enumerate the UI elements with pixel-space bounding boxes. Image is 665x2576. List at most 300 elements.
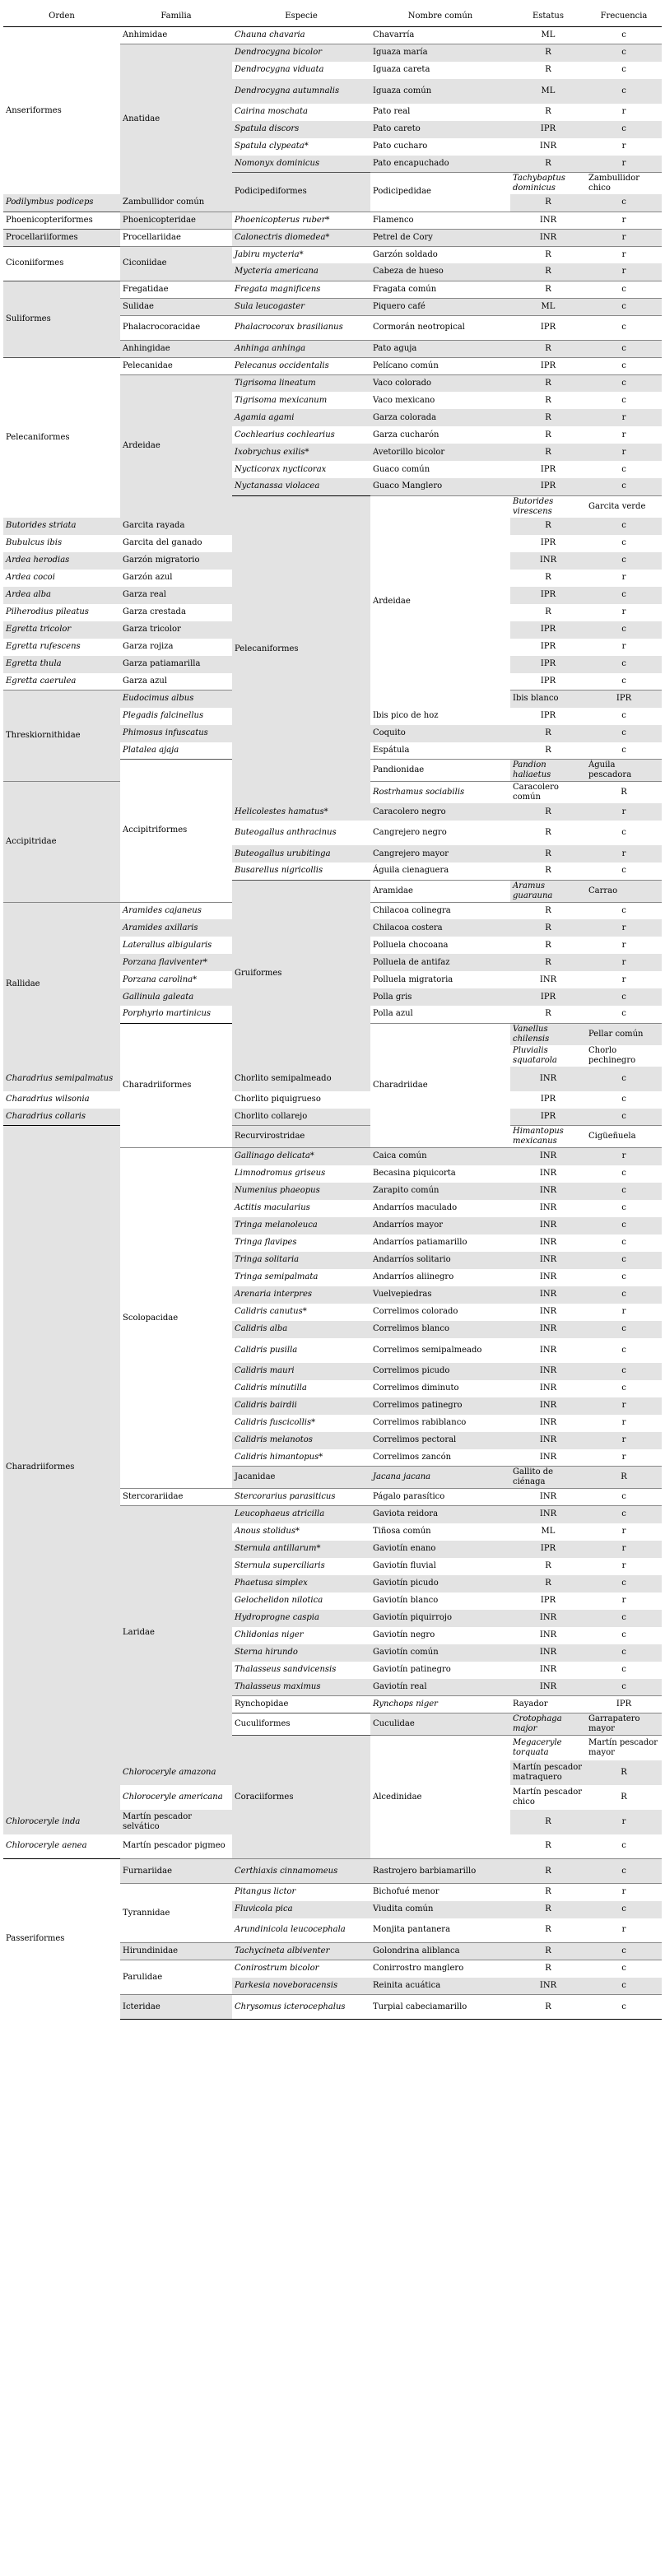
nombre-comun-cell: Chorlito semipalmeado — [232, 1067, 370, 1091]
nombre-comun-cell: Garza tricolor — [120, 621, 232, 639]
especie-cell: Rostrhamus sociabilis — [370, 782, 510, 804]
frecuencia-cell: c — [586, 621, 662, 639]
especie-cell: Vanellus chilensis — [510, 1023, 586, 1045]
nombre-comun-cell: Págalo parasítico — [370, 1489, 510, 1506]
frecuencia-cell: c — [586, 1978, 662, 1995]
nombre-comun-cell: Gaviotín real — [370, 1679, 510, 1696]
especie-cell: Calidris canutus* — [235, 1307, 307, 1316]
orden-cell: Phoenicopteriformes — [3, 212, 120, 229]
frecuencia-cell: r — [586, 954, 662, 971]
orden-cell: Accipitriformes — [120, 760, 232, 903]
orden-cell: Charadriiformes — [3, 1126, 120, 1810]
especie-cell: Chloroceryle americana — [123, 1792, 223, 1802]
nombre-comun-cell: Pato careto — [370, 121, 510, 138]
especie-cell: Egretta thula — [3, 656, 120, 673]
especie-cell: Bubulcus ibis — [6, 538, 63, 547]
orden-cell: Gruiformes — [232, 880, 370, 1067]
frecuencia-cell: r — [586, 1397, 662, 1415]
frecuencia-cell: r — [621, 1418, 626, 1427]
nombre-comun-cell: Chorlo pechinegro — [588, 1045, 636, 1065]
orden-cell: Anseriformes — [3, 27, 120, 195]
estatus-cell: R — [510, 954, 586, 971]
frecuencia-cell: c — [586, 1067, 662, 1091]
frecuencia-cell: r — [621, 940, 626, 950]
estatus-cell: R — [510, 518, 586, 535]
nombre-comun-cell: Pelícano común — [370, 357, 510, 374]
estatus-cell: INR — [510, 1679, 586, 1696]
orden-cell: Pelecaniformes — [232, 495, 370, 803]
especie-cell: Porzana carolina* — [123, 974, 198, 984]
especie-cell: Rynchops niger — [370, 1696, 510, 1713]
estatus-cell: R — [510, 919, 586, 937]
especie-cell: Crotophaga major — [510, 1713, 586, 1736]
nombre-comun-cell: Garcita rayada — [120, 518, 232, 535]
estatus-cell: INR — [510, 552, 586, 570]
familia-cell: Jacanidae — [232, 1467, 370, 1489]
estatus-cell: INR — [510, 1489, 586, 1506]
familia-cell: Furnariidae — [120, 1859, 232, 1884]
familia-cell: Phoenicopteridae — [120, 212, 232, 229]
orden-cell: Passeriformes — [3, 1859, 120, 2020]
nombre-comun-cell: Correlimos rabiblanco — [373, 1418, 467, 1427]
frecuencia-cell: r — [621, 107, 626, 116]
nombre-comun-cell: Gallito de ciénaga — [510, 1467, 586, 1489]
nombre-comun-cell: Iguaza careta — [373, 65, 430, 74]
frecuencia-cell: c — [621, 395, 626, 405]
especie-cell: Phalacrocorax brasilianus — [232, 315, 370, 340]
especie-cell: Calidris fuscicollis* — [235, 1418, 316, 1427]
especie-cell: Arenaria interpres — [232, 1286, 370, 1304]
frecuencia-cell: c — [586, 1995, 662, 2020]
especie-cell: Egretta rufescens — [6, 642, 81, 651]
especie-cell: Dendrocygna autumnalis — [232, 79, 370, 104]
estatus-cell: R — [545, 828, 551, 837]
estatus-cell: IPR — [540, 1095, 556, 1104]
especie-cell: Helicolestes hamatus* — [232, 803, 370, 821]
especie-cell: Butorides striata — [3, 518, 120, 535]
estatus-cell: INR — [510, 229, 586, 246]
especie-cell: Porphyrio martinicus — [123, 1009, 212, 1019]
estatus-cell: R — [510, 1884, 586, 1901]
especie-cell: Calonectris diomedea* — [232, 229, 370, 246]
nombre-comun-cell: Garcita del ganado — [123, 538, 202, 547]
estatus-cell: IPR — [510, 1109, 586, 1126]
frecuencia-cell: c — [621, 676, 626, 686]
orden-cell: Procellariiformes — [3, 229, 120, 246]
nombre-comun-cell: Garzón azul — [123, 573, 173, 582]
nombre-comun-cell: Conirrostro manglero — [370, 1960, 510, 1978]
familia-cell: Accipitridae — [3, 782, 120, 903]
estatus-cell: R — [510, 1960, 586, 1978]
orden-cell: Pelecaniformes — [3, 357, 120, 518]
frecuencia-cell: c — [621, 1169, 626, 1178]
estatus-cell: R — [510, 1995, 586, 2020]
nombre-comun-cell: Correlimos pectoral — [370, 1432, 510, 1449]
nombre-comun-cell: Martín pescador pigmeo — [123, 1841, 226, 1851]
header-estatus: Estatus — [510, 7, 586, 27]
frecuencia-cell: r — [586, 444, 662, 461]
frecuencia-cell: c — [621, 538, 626, 547]
frecuencia-cell: r — [586, 409, 662, 426]
especie-cell: Tigrisoma lineatum — [232, 374, 370, 392]
especie-cell: Chlidonias niger — [235, 1630, 304, 1639]
frecuencia-cell: r — [621, 607, 626, 616]
familia-cell: Stercorariidae — [120, 1489, 232, 1506]
estatus-cell: INR — [539, 1383, 557, 1393]
estatus-cell: R — [510, 1901, 586, 1918]
nombre-comun-cell: Martín pescador selvático — [120, 1810, 232, 1834]
especie-cell: Calidris himantopus* — [235, 1452, 323, 1462]
estatus-cell: IPR — [540, 538, 556, 547]
nombre-comun-cell: Águila cienaguera — [373, 866, 449, 876]
estatus-cell: IPR — [510, 656, 586, 673]
especie-cell: Ardea cocoi — [6, 573, 55, 582]
estatus-cell: R — [510, 409, 586, 426]
frecuencia-cell: r — [621, 1452, 626, 1462]
estatus-cell: R — [545, 1925, 551, 1935]
estatus-cell: ML — [510, 79, 586, 104]
frecuencia-cell: c — [621, 1272, 626, 1281]
especie-cell: Calidris minutilla — [235, 1383, 307, 1393]
frecuencia-cell: r — [586, 212, 662, 229]
nombre-comun-cell: Garza cucharón — [373, 430, 439, 439]
table-body — [3, 27, 662, 2020]
especie-cell: Nycticorax nycticorax — [235, 464, 327, 474]
familia-cell: Anatidae — [120, 44, 232, 195]
table-row — [3, 246, 662, 263]
familia-cell: Fregatidae — [120, 281, 232, 298]
nombre-comun-cell: Garza real — [120, 587, 232, 604]
nombre-comun-cell: Polluela chocoana — [373, 940, 449, 950]
nombre-comun-cell: Vuelvepiedras — [370, 1286, 510, 1304]
frecuencia-cell: c — [586, 988, 662, 1006]
frecuencia-cell: c — [586, 315, 662, 340]
nombre-comun-cell: Chavarría — [370, 27, 510, 44]
nombre-comun-cell: Pato aguja — [370, 340, 510, 357]
especie-cell: Mycteria americana — [232, 263, 370, 281]
familia-cell: Cuculidae — [370, 1713, 510, 1736]
estatus-cell: INR — [510, 212, 586, 229]
estatus-cell: INR — [539, 1345, 557, 1355]
especie-cell: Calidris melanotos — [232, 1432, 370, 1449]
nombre-comun-cell: Águila pescadora — [586, 760, 662, 782]
header-nombre-comun: Nombre común — [370, 7, 510, 27]
estatus-cell: IPR — [586, 690, 662, 708]
nombre-comun-cell: Piquero café — [370, 298, 510, 315]
familia-cell: Laridae — [120, 1506, 232, 1760]
table-row — [3, 281, 662, 298]
familia-cell: Anhimidae — [120, 27, 232, 44]
frecuencia-cell: c — [586, 1321, 662, 1338]
especie-cell: Chloroceryle amazona — [120, 1760, 232, 1785]
species-table — [3, 7, 662, 2020]
table-row — [3, 212, 662, 229]
table-row — [3, 1091, 662, 1109]
nombre-comun-cell: Pato encapuchado — [370, 156, 510, 173]
estatus-cell: R — [545, 1841, 551, 1851]
frecuencia-cell: c — [621, 1841, 626, 1851]
frecuencia-cell: r — [621, 573, 626, 582]
frecuencia-cell: c — [621, 1095, 626, 1104]
familia-cell: Procellariidae — [120, 229, 232, 246]
estatus-cell: INR — [510, 1363, 586, 1380]
nombre-comun-cell: Correlimos picudo — [370, 1363, 510, 1380]
frecuencia-cell: r — [621, 1596, 626, 1605]
especie-cell: Egretta tricolor — [3, 621, 120, 639]
familia-cell: Podicipedidae — [370, 173, 510, 212]
nombre-comun-cell: Garcita verde — [586, 495, 662, 518]
estatus-cell: R — [510, 902, 586, 919]
estatus-cell: R — [510, 725, 586, 742]
frecuencia-cell: r — [586, 246, 662, 263]
frecuencia-cell: c — [586, 1943, 662, 1960]
nombre-comun-cell: Correlimos diminuto — [373, 1383, 459, 1393]
frecuencia-cell: c — [586, 374, 662, 392]
nombre-comun-cell: Chilacoa colinegra — [370, 902, 510, 919]
especie-cell: Parkesia noveboracensis — [232, 1978, 370, 1995]
frecuencia-cell: r — [586, 1810, 662, 1834]
especie-cell: Fregata magnificens — [232, 281, 370, 298]
nombre-comun-cell: Garza colorada — [370, 409, 510, 426]
especie-cell: Gallinula galeata — [120, 988, 232, 1006]
especie-cell: Chloroceryle aenea — [6, 1841, 87, 1851]
nombre-comun-cell: Zambullidor chico — [586, 173, 662, 195]
nombre-comun-cell: Chorlito collarejo — [232, 1109, 370, 1126]
estatus-cell: INR — [510, 1397, 586, 1415]
estatus-cell: IPR — [540, 464, 556, 474]
familia-cell: Parulidae — [120, 1960, 232, 1995]
nombre-comun-cell: Zambullidor común — [120, 194, 232, 212]
nombre-comun-cell: Cormorán neotropical — [370, 315, 510, 340]
especie-cell: Nomonyx dominicus — [232, 156, 370, 173]
estatus-cell: R — [510, 246, 586, 263]
frecuencia-cell: c — [586, 1183, 662, 1200]
estatus-cell: R — [545, 395, 551, 405]
frecuencia-cell: r — [621, 1925, 626, 1935]
header-familia: Familia — [120, 7, 232, 27]
estatus-cell: IPR — [510, 988, 586, 1006]
estatus-cell: INR — [539, 142, 557, 151]
estatus-cell: INR — [539, 1665, 557, 1674]
especie-cell: Leucophaeus atricilla — [232, 1506, 370, 1523]
nombre-comun-cell: Pato cucharo — [373, 142, 428, 151]
nombre-comun-cell: Caica común — [370, 1148, 510, 1165]
especie-cell: Himantopus mexicanus — [510, 1126, 586, 1148]
nombre-comun-cell: Golondrina aliblanca — [370, 1943, 510, 1960]
nombre-comun-cell: Gaviota reidora — [370, 1506, 510, 1523]
especie-cell: Buteogallus anthracinus — [235, 828, 337, 837]
estatus-cell: INR — [510, 1183, 586, 1200]
nombre-comun-cell: Martín pescador matraquero — [510, 1760, 586, 1785]
especie-cell: Chauna chavaria — [232, 27, 370, 44]
familia-cell: Rallidae — [3, 902, 120, 1067]
estatus-cell: R — [510, 340, 586, 357]
frecuencia-cell: c — [586, 725, 662, 742]
estatus-cell: IPR — [540, 676, 556, 686]
especie-cell: Agamia agami — [232, 409, 370, 426]
frecuencia-cell: c — [621, 1630, 626, 1639]
frecuencia-cell: r — [621, 1527, 626, 1536]
nombre-comun-cell: Correlimos blanco — [370, 1321, 510, 1338]
especie-cell: Pilherodius pileatus — [6, 607, 89, 616]
especie-cell: Limnodromus griseus — [235, 1169, 326, 1178]
familia-cell: Phalacrocoracidae — [120, 315, 232, 340]
familia-cell: Icteridae — [120, 1995, 232, 2020]
estatus-cell: R — [545, 573, 551, 582]
table-header-row — [3, 7, 662, 27]
frecuencia-cell: c — [621, 1383, 626, 1393]
nombre-comun-cell: Iguaza maría — [370, 44, 510, 62]
estatus-cell: R — [510, 1810, 586, 1834]
especie-cell: Aramides cajaneus — [120, 902, 232, 919]
especie-cell: Ardea herodias — [3, 552, 120, 570]
especie-cell: Anous stolidus* — [235, 1527, 300, 1536]
estatus-cell: INR — [539, 1272, 557, 1281]
especie-cell: Tigrisoma mexicanum — [235, 395, 328, 405]
especie-cell: Phaetusa simplex — [232, 1575, 370, 1593]
especie-cell: Dendrocygna viduata — [235, 65, 324, 74]
estatus-cell: IPR — [510, 1541, 586, 1558]
nombre-comun-cell: Gaviotín común — [370, 1644, 510, 1662]
estatus-cell: R — [510, 845, 586, 863]
frecuencia-cell: c — [586, 1363, 662, 1380]
especie-cell: Thalasseus maximus — [232, 1679, 370, 1696]
familia-cell: Ardeidae — [120, 374, 232, 518]
estatus-cell: R — [545, 1561, 551, 1570]
frecuencia-cell: c — [586, 194, 662, 212]
estatus-cell: INR — [510, 1644, 586, 1662]
table-row — [3, 229, 662, 246]
especie-cell: Charadrius wilsonia — [6, 1095, 90, 1104]
nombre-comun-cell: Garza rojiza — [123, 642, 174, 651]
nombre-comun-cell: Fragata común — [370, 281, 510, 298]
frecuencia-cell: c — [586, 281, 662, 298]
estatus-cell: ML — [510, 298, 586, 315]
estatus-cell: R — [510, 444, 586, 461]
especie-cell: Sternula antillarum* — [232, 1541, 370, 1558]
estatus-cell: INR — [510, 1148, 586, 1165]
frecuencia-cell: c — [586, 1286, 662, 1304]
estatus-cell: IPR — [540, 642, 556, 651]
frecuencia-cell: r — [586, 263, 662, 281]
especie-cell: Laterallus albigularis — [123, 940, 212, 950]
orden-cell: Charadriiformes — [120, 1023, 232, 1148]
frecuencia-cell: r — [621, 142, 626, 151]
nombre-comun-cell: Gaviotín blanco — [373, 1596, 439, 1605]
especie-cell: Jabiru mycteria* — [232, 246, 370, 263]
nombre-comun-cell: Guaco Manglero — [370, 478, 510, 495]
especie-cell: Spatula discors — [232, 121, 370, 138]
familia-cell: Ciconiidae — [120, 246, 232, 281]
estatus-cell: IPR — [540, 711, 556, 720]
frecuencia-cell: c — [621, 745, 626, 755]
estatus-cell: R — [510, 281, 586, 298]
especie-cell: Stercorarius parasiticus — [232, 1489, 370, 1506]
nombre-comun-cell: Garza azul — [123, 676, 168, 686]
frecuencia-cell: r — [621, 430, 626, 439]
estatus-cell: R — [510, 803, 586, 821]
nombre-comun-cell: Garrapatero mayor — [586, 1713, 662, 1736]
frecuencia-cell: c — [586, 1252, 662, 1269]
estatus-cell: INR — [539, 1452, 557, 1462]
estatus-cell: R — [510, 44, 586, 62]
nombre-comun-cell: Reinita acuática — [370, 1978, 510, 1995]
estatus-cell: IPR — [540, 1596, 556, 1605]
estatus-cell: INR — [510, 1321, 586, 1338]
especie-cell: Pelecanus occidentalis — [232, 357, 370, 374]
especie-cell: Tringa flavipes — [235, 1238, 297, 1247]
especie-cell: Pitangus lictor — [232, 1884, 370, 1901]
especie-cell: Phoenicopterus ruber* — [232, 212, 370, 229]
especie-cell: Ixobrychus exilis* — [232, 444, 370, 461]
frecuencia-cell: r — [621, 642, 626, 651]
frecuencia-cell: r — [586, 919, 662, 937]
nombre-comun-cell: Chorlito piquigrueso — [235, 1095, 321, 1104]
nombre-comun-cell: Andarríos patiamarillo — [373, 1238, 467, 1247]
orden-cell: Ciconiiformes — [3, 246, 120, 281]
frecuencia-cell: c — [586, 1644, 662, 1662]
nombre-comun-cell: Turpial cabeciamarillo — [370, 1995, 510, 2020]
nombre-comun-cell: Petrel de Cory — [370, 229, 510, 246]
frecuencia-cell: r — [586, 1432, 662, 1449]
especie-cell: Charadrius collaris — [3, 1109, 120, 1126]
estatus-cell: INR — [539, 974, 557, 984]
especie-cell: Sternula superciliaris — [235, 1561, 325, 1570]
estatus-cell: INR — [510, 1252, 586, 1269]
especie-cell: Hydroprogne caspia — [232, 1610, 370, 1627]
nombre-comun-cell: Monjita pantanera — [373, 1925, 451, 1935]
frecuencia-cell: c — [586, 902, 662, 919]
estatus-cell: R — [545, 107, 551, 116]
frecuencia-cell: c — [586, 1217, 662, 1235]
frecuencia-cell: c — [621, 711, 626, 720]
nombre-comun-cell: Viudita común — [370, 1901, 510, 1918]
frecuencia-cell: c — [586, 1506, 662, 1523]
frecuencia-cell: c — [621, 1665, 626, 1674]
especie-cell: Pluvialis squatarola — [513, 1045, 557, 1065]
estatus-cell: R — [510, 1859, 586, 1884]
nombre-comun-cell: Andarríos aliinegro — [373, 1272, 454, 1281]
estatus-cell: INR — [510, 1217, 586, 1235]
frecuencia-cell: c — [586, 340, 662, 357]
estatus-cell: INR — [539, 1630, 557, 1639]
estatus-cell: INR — [510, 1506, 586, 1523]
nombre-comun-cell: Cangrejero negro — [373, 828, 447, 837]
estatus-cell: R — [510, 1943, 586, 1960]
nombre-comun-cell: Cigüeñuela — [586, 1126, 662, 1148]
estatus-cell: R — [586, 1467, 662, 1489]
estatus-cell: IPR — [510, 121, 586, 138]
frecuencia-cell: r — [586, 845, 662, 863]
frecuencia-cell: r — [586, 1148, 662, 1165]
frecuencia-cell: c — [586, 1575, 662, 1593]
especie-cell: Charadrius semipalmatus — [3, 1067, 120, 1091]
especie-cell: Phimosus infuscatus — [120, 725, 232, 742]
nombre-comun-cell: Rastrojero barbiamarillo — [370, 1859, 510, 1884]
frecuencia-cell: c — [621, 1238, 626, 1247]
frecuencia-cell: c — [621, 1345, 626, 1355]
estatus-cell: INR — [539, 1203, 557, 1212]
especie-cell: Buteogallus urubitinga — [232, 845, 370, 863]
nombre-comun-cell: Correlimos semipalmeado — [373, 1345, 482, 1355]
especie-cell: Certhiaxis cinnamomeus — [232, 1859, 370, 1884]
familia-cell: Charadriidae — [370, 1023, 510, 1148]
nombre-comun-cell: Correlimos zancón — [373, 1452, 452, 1462]
especie-cell: Sterna hirundo — [232, 1644, 370, 1662]
familia-cell: Rynchopidae — [232, 1696, 370, 1713]
especie-cell: Aramus guarauna — [510, 880, 586, 902]
familia-cell: Hirundinidae — [120, 1943, 232, 1960]
